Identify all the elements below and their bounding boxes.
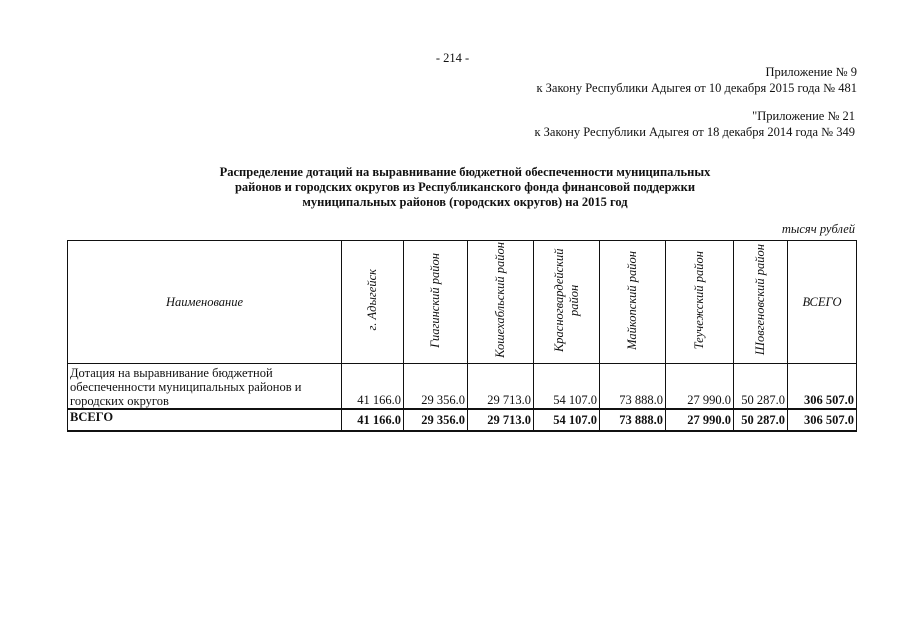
appendix-current-number: Приложение № 9 xyxy=(765,65,857,79)
header-adygeysk xyxy=(342,241,404,364)
title-line-2: районов и городских округов из Республиканского фонда финансовой поддержки xyxy=(234,180,696,194)
cell-value: 29 713.0 xyxy=(468,364,534,410)
cell-value: 50 287.0 xyxy=(734,409,788,431)
cell-total: 306 507.0 xyxy=(788,409,857,431)
row-name: Дотация на выравнивание бюджетной обеспеченности муниципальных районов и городских округов xyxy=(68,364,342,410)
header-label: Красногвардейский район xyxy=(551,248,581,352)
cell-value: 29 356.0 xyxy=(404,364,468,410)
cell-total: 306 507.0 xyxy=(788,364,857,410)
header-shovgenovsky xyxy=(734,241,788,364)
units-label: тысяч рублей xyxy=(781,222,855,236)
cell-value: 41 166.0 xyxy=(342,364,404,410)
cell-value: 73 888.0 xyxy=(600,409,666,431)
cell-value: 29 713.0 xyxy=(468,409,534,431)
header-total: ВСЕГО xyxy=(788,241,857,364)
cell-value: 41 166.0 xyxy=(342,409,404,431)
page-number: - 214 - xyxy=(435,51,470,65)
appendix-original-number: "Приложение № 21 xyxy=(752,109,855,123)
table-header-row xyxy=(68,241,857,364)
cell-value: 27 990.0 xyxy=(666,409,734,431)
cell-value: 27 990.0 xyxy=(666,364,734,410)
header-label: Майкопский район xyxy=(625,250,639,350)
subsidy-table xyxy=(67,240,857,432)
header-krasnogvardeysky xyxy=(534,241,600,364)
header-label: Кошехабльский район xyxy=(493,242,507,358)
table-row-total xyxy=(68,409,857,431)
table-row xyxy=(68,364,857,410)
title-line-1: Распределение дотаций на выравнивание бюджетной обеспеченности муниципальных xyxy=(219,165,711,179)
header-label: Гиагинский район xyxy=(428,252,442,348)
cell-value: 54 107.0 xyxy=(534,409,600,431)
row-name: ВСЕГО xyxy=(68,409,342,431)
cell-value: 73 888.0 xyxy=(600,364,666,410)
appendix-original xyxy=(534,108,855,140)
header-giaginsky xyxy=(404,241,468,364)
title-line-3: муниципальных районов (городских округов) на 2015 год xyxy=(302,195,628,209)
appendix-current-law: к Закону Республики Адыгея от 10 декабря 2015 года № 481 xyxy=(536,81,857,95)
cell-value: 50 287.0 xyxy=(734,364,788,410)
header-koshekhablsky xyxy=(468,241,534,364)
appendix-original-law: к Закону Республики Адыгея от 18 декабря 2014 года № 349 xyxy=(534,125,855,139)
header-label: Шовгеновский район xyxy=(753,244,767,356)
header-maykopsky xyxy=(600,241,666,364)
header-name: Наименование xyxy=(68,241,342,364)
cell-value: 54 107.0 xyxy=(534,364,600,410)
document-title xyxy=(180,165,750,210)
appendix-current xyxy=(536,64,857,96)
header-label: г. Адыгейск xyxy=(365,269,379,331)
header-teuchezhsky xyxy=(666,241,734,364)
header-label: Теучежский район xyxy=(692,250,706,350)
cell-value: 29 356.0 xyxy=(404,409,468,431)
